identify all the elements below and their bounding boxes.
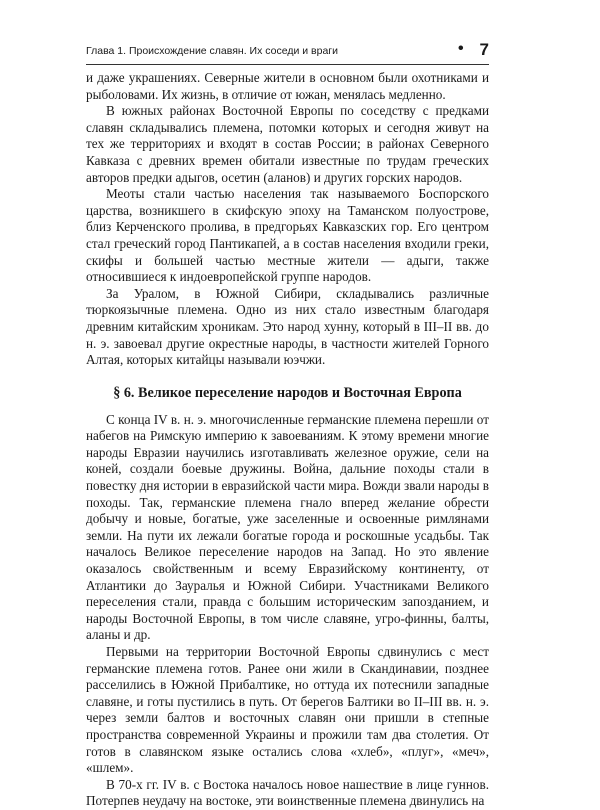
paragraph: Первыми на территории Восточной Европы сдвинулись с мест германские племена готов. Ранее они жили в Скандинавии, позднее расселились в Южной Прибалтике, но оттуда их потеснили западные славяне, и готы пустились в путь. От берегов Балтики во II–III вв. н. э. через земли балтов и восточных славян они пришли в степные пространства современной Украины и прожили там два столетия. От готов в славянском языке остались слова «хлеб», «плуг», «меч», «шлем». (86, 644, 489, 776)
chapter-title: Глава 1. Происхождение славян. Их соседи и враги (86, 45, 338, 57)
paragraph: В 70-х гг. IV в. с Востока началось новое нашествие в лице гуннов. Потерпев неудачу на востоке, эти воинственные племена двинулись на (86, 776, 489, 809)
header-bullet: • (458, 40, 464, 57)
paragraph: и даже украшениях. Северные жители в основном были охотниками и рыболовами. Их жизнь, в отличие от южан, менялась медленно. (86, 70, 489, 102)
paragraph: С конца IV в. н. э. многочисленные германские племена перешли от набегов на Римскую империю к завоеваниям. К этому времени многие народы Евразии научились изготавливать железное оружие, сели на коней, создали боевые дружины. Война, дальние походы стали в повестку дня истории в евразийской части мира. Вожди звали народы в походы. Так, германские племена гнало вперед желание обрести добычу и новые, богатые, уже заселенные и освоенные римлянами земли. На пути их лежали богатые города и роскошные усадьбы. Так началось Великое переселение народов на Запад. Но это явление оказалось свойственным и всему Евразийскому континенту, от Атлантики до Зауралья и Южной Сибири. Участниками Великого переселения стали, правда с большим историческим запозданием, и народы Восточной Европы, в том числе славяне, угро-финны, балты, аланы и др. (86, 411, 489, 643)
paragraph: В южных районах Восточной Европы по соседству с предками славян складывались племена, потомки которых и сегодня живут на тех же территориях и входят в состав России; в районах Северного Кавказа с древних времен обитали известные по трудам греческих авторов предки адыгов, осетин (аланов) и других горских народов. (86, 103, 489, 185)
paragraph: Меоты стали частью населения так называемого Боспорского царства, возникшего в скифскую эпоху на Таманском полуострове, близ Керченского пролива, в предгорьях Кавказских гор. Его центром стал греческий город Пантикапей, а в состав населения входили греки, скифы и большей частью местные жители — адыги, также относившиеся к индоевропейской группе народов. (86, 186, 489, 285)
paragraph: За Уралом, в Южной Сибири, складывались различные тюркоязычные племена. Одно из них стало известным благодаря древним китайским хроникам. Это народ хунну, который в III–II вв. до н. э. завоевал другие окрестные народы, в частности жителей Горного Алтая, которых китайцы называли юэчжи. (86, 285, 489, 368)
section-heading: § 6. Великое переселение народов и Восточная Европа (113, 384, 462, 401)
page-number: 7 (479, 40, 489, 59)
running-header (86, 42, 489, 65)
page-body (86, 70, 489, 810)
